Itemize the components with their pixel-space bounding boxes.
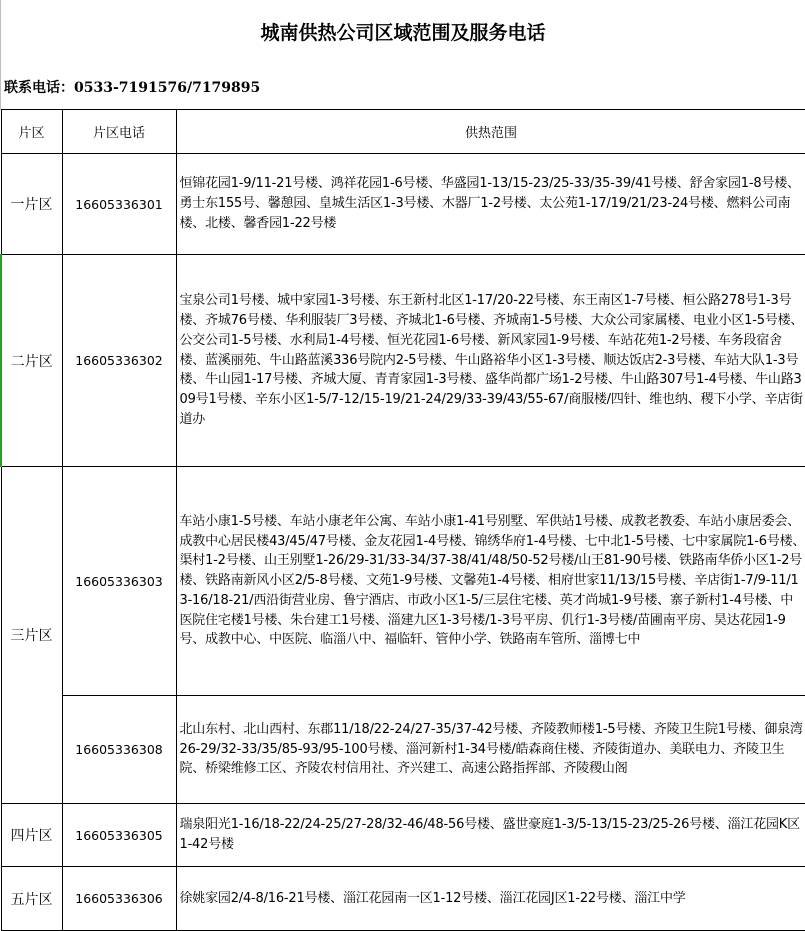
area-cell: 三片区 (1, 467, 62, 804)
table-row (1, 867, 805, 931)
header-area: 片区 (1, 110, 62, 154)
phone-cell: 16605336301 (62, 154, 176, 255)
table-row (1, 154, 805, 255)
table-header-row (1, 110, 805, 154)
table-row (1, 255, 805, 467)
header-scope: 供热范围 (176, 110, 805, 154)
phone-cell: 16605336305 (62, 804, 176, 867)
scope-cell: 北山东村、北山西村、东郡11/18/22-24/27-35/37-42号楼、齐陵教师楼1-5号楼、齐陵卫生院1号楼、御泉湾26-29/32-33/35/85-93/95-100号楼、淄河新村1-34号楼/皓森商住楼、齐陵街道办、美联电力、齐陵卫生院、桥梁维修工区、齐陵农村信用社、齐兴建工、高速公路指挥部、齐陵稷山阁 (176, 696, 805, 804)
phone-cell: 16605336302 (62, 255, 176, 467)
table-row (1, 467, 805, 696)
area-cell: 一片区 (1, 154, 62, 255)
scope-cell: 徐姚家园2/4-8/16-21号楼、淄江花园南一区1-12号楼、淄江花园J区1-22号楼、淄江中学 (176, 867, 805, 931)
left-rule (0, 62, 1, 110)
scope-cell: 宝泉公司1号楼、城中家园1-3号楼、东王新村北区1-17/20-22号楼、东王南区1-7号楼、桓公路278号1-3号楼、齐城76号楼、华利服装厂3号楼、齐城北1-6号楼、齐城南1-5号楼、大众公司家属楼、电业小区1-5号楼、公交公司1-5号楼、水利局1-4号楼、恒光花园1-6号楼、新风家园1-9号楼、车站花苑1-2号楼、车务段宿舍楼、蓝溪丽苑、牛山路蓝溪336号院内2-5号楼、牛山路裕华小区1-3号楼、顺达饭店2-3号楼、车站大队1-3号楼、牛山园1-17号楼、齐城大厦、青青家园1-3号楼、盛华尚都广场1-2号楼、牛山路307号1-4号楼、牛山路309号1号楼、辛东小区1-5/7-12/15-19/21-24/29/33-39/43/55-67/商服楼/四针、维也纳、稷下小学、辛店街道办 (176, 255, 805, 467)
scope-cell: 恒锦花园1-9/11-21号楼、鸿祥花园1-6号楼、华盛园1-13/15-23/25-33/35-39/41号楼、舒舍家园1-8号楼、勇士东155号、馨憩园、皇城生活区1-3号楼、木器厂1-2号楼、太公苑1-17/19/21/23-24号楼、燃料公司南楼、北楼、馨香园1-22号楼 (176, 154, 805, 255)
area-cell: 二片区 (1, 255, 62, 467)
area-cell: 五片区 (1, 867, 62, 931)
phone-cell: 16605336306 (62, 867, 176, 931)
table-row (1, 696, 805, 804)
header-phone: 片区电话 (62, 110, 176, 154)
table-row (1, 804, 805, 867)
area-cell: 四片区 (1, 804, 62, 867)
phone-cell: 16605336308 (62, 696, 176, 804)
scope-cell: 瑞泉阳光1-16/18-22/24-25/27-28/32-46/48-56号楼、盛世豪庭1-3/5-13/15-23/25-26号楼、淄江花园K区1-42号楼 (176, 804, 805, 867)
phone-cell: 16605336303 (62, 467, 176, 696)
scope-cell: 车站小康1-5号楼、车站小康老年公寓、车站小康1-41号别墅、军供站1号楼、成教老教委、车站小康居委会、成教中心居民楼43/45/47号楼、金友花园1-4号楼、锦绣华府1-4号楼、七中北1-5号楼、七中家属院1-6号楼、渠村1-2号楼、山王别墅1-26/29-31/33-34/37-38/41/48/50-52号楼/山王81-90号楼、铁路南华侨小区1-2号楼、铁路南新风小区2/5-8号楼、文苑1-9号楼、文馨苑1-4号楼、相府世家11/13/15号楼、辛店街1-7/9-11/13-16/18-21/西沿街营业房、鲁宁酒店、市政小区1-5/三层住宅楼、英才尚城1-9号楼、寨子新村1-4号楼、中医院住宅楼1号楼、朱台建工1号楼、淄建九区1-3号楼/1-3号平房、仉行1-3号楼/苗圃南平房、昊达花园1-9号、成教中心、中医院、临淄八中、福临轩、管仲小学、铁路南车管所、淄博七中 (176, 467, 805, 696)
page-title: 城南供热公司区域范围及服务电话 (0, 0, 805, 62)
contact-phone: 联系电话：0533-7191576/7179895 (4, 80, 261, 96)
service-area-table (0, 109, 805, 931)
